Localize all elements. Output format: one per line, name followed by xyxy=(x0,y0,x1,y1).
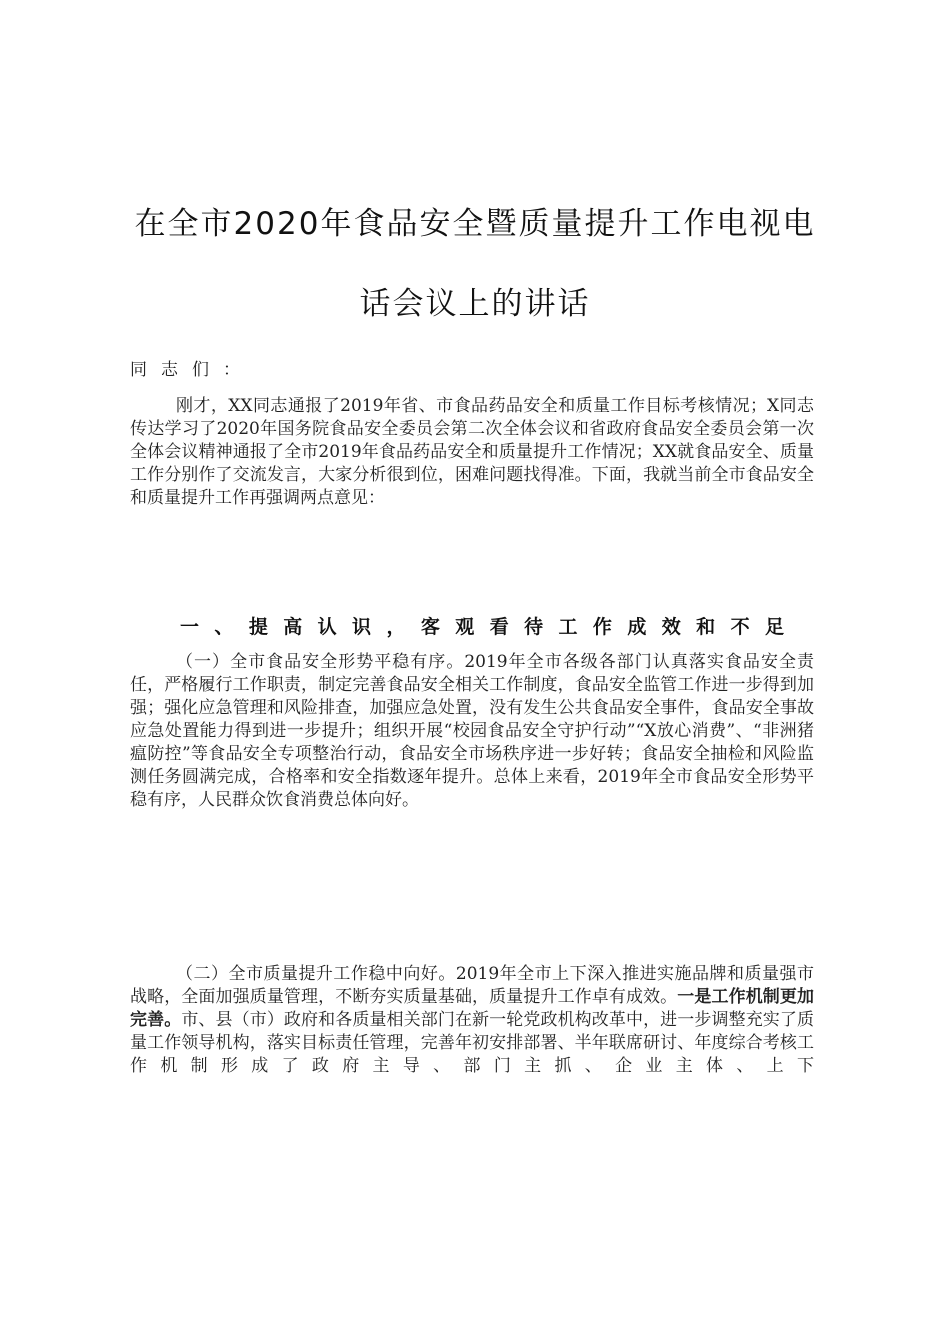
paragraph-quality-lead: （二）全市质量提升工作稳中向好。 xyxy=(176,964,456,984)
paragraph-food-safety-body: 2019年全市各级各部门认真落实食品安全责任，严格履行工作职责，制定完善食品安全相关工作制度，食品安全监管工作进一步得到加强；强化应急管理和风险排查，加强应急处置，没有发生公共食品安全事件，食品安全事故应急处置能力得到进一步提升；组织开展“校园食品安全守护行动”“X放心消费”、“非洲猪瘟防控”等食品安全专项整治行动，食品安全市场秩序进一步好转；食品安全抽检和风险监测任务圆满完成，合格率和安全指数逐年提升。总体上来看，2019年全市食品安全形势平稳有序，人民群众饮食消费总体向好。 xyxy=(130,652,815,810)
paragraph-quality-part-1: 2019年全市上下深入推进实施品牌和质量强市战略，全面加强质量管理，不断夯实质量基础，质量提升工作卓有成效。 xyxy=(130,964,814,1007)
paragraph-quality-part-2: 市、县（市）政府和各质量相关部门在新一轮党政机构改革中，进一步调整充实了质量工作领导机构，落实目标责任管理，完善年初安排部署、半年联席研讨、年度综合考核工作机制形成了政府主导、部门主抓、企业主体、上下 xyxy=(130,1010,815,1076)
paragraph-food-safety-lead: （一）全市食品安全形势平稳有序。 xyxy=(176,652,465,672)
document-title-line-2: 话会议上的讲话 xyxy=(359,286,591,322)
paragraph-intro: 刚才，XX同志通报了2019年省、市食品药品安全和质量工作目标考核情况；X同志传达学习了2020年国务院食品安全委员会第二次全体会议和省政府食品安全委员会第一次全体会议精神通报了全市2019年食品药品安全和质量提升工作情况；XX就食品安全、质量工作分别作了交流发言，大家分析很到位，困难问题找得准。下面，我就当前全市食品安全和质量提升工作再强调两点意见： xyxy=(130,396,814,508)
salutation: 同志们： xyxy=(130,360,254,380)
paragraph-quality-bold-point: 一是工作机制更加完善。 xyxy=(130,987,814,1030)
section-heading-1: 一、提高认识，客观看待工作成效和不足 xyxy=(180,616,784,638)
paragraph-quality xyxy=(130,963,814,1078)
paragraph-food-safety xyxy=(130,651,814,812)
document-title-line-1: 在全市2020年食品安全暨质量提升工作电视电 xyxy=(134,206,816,242)
